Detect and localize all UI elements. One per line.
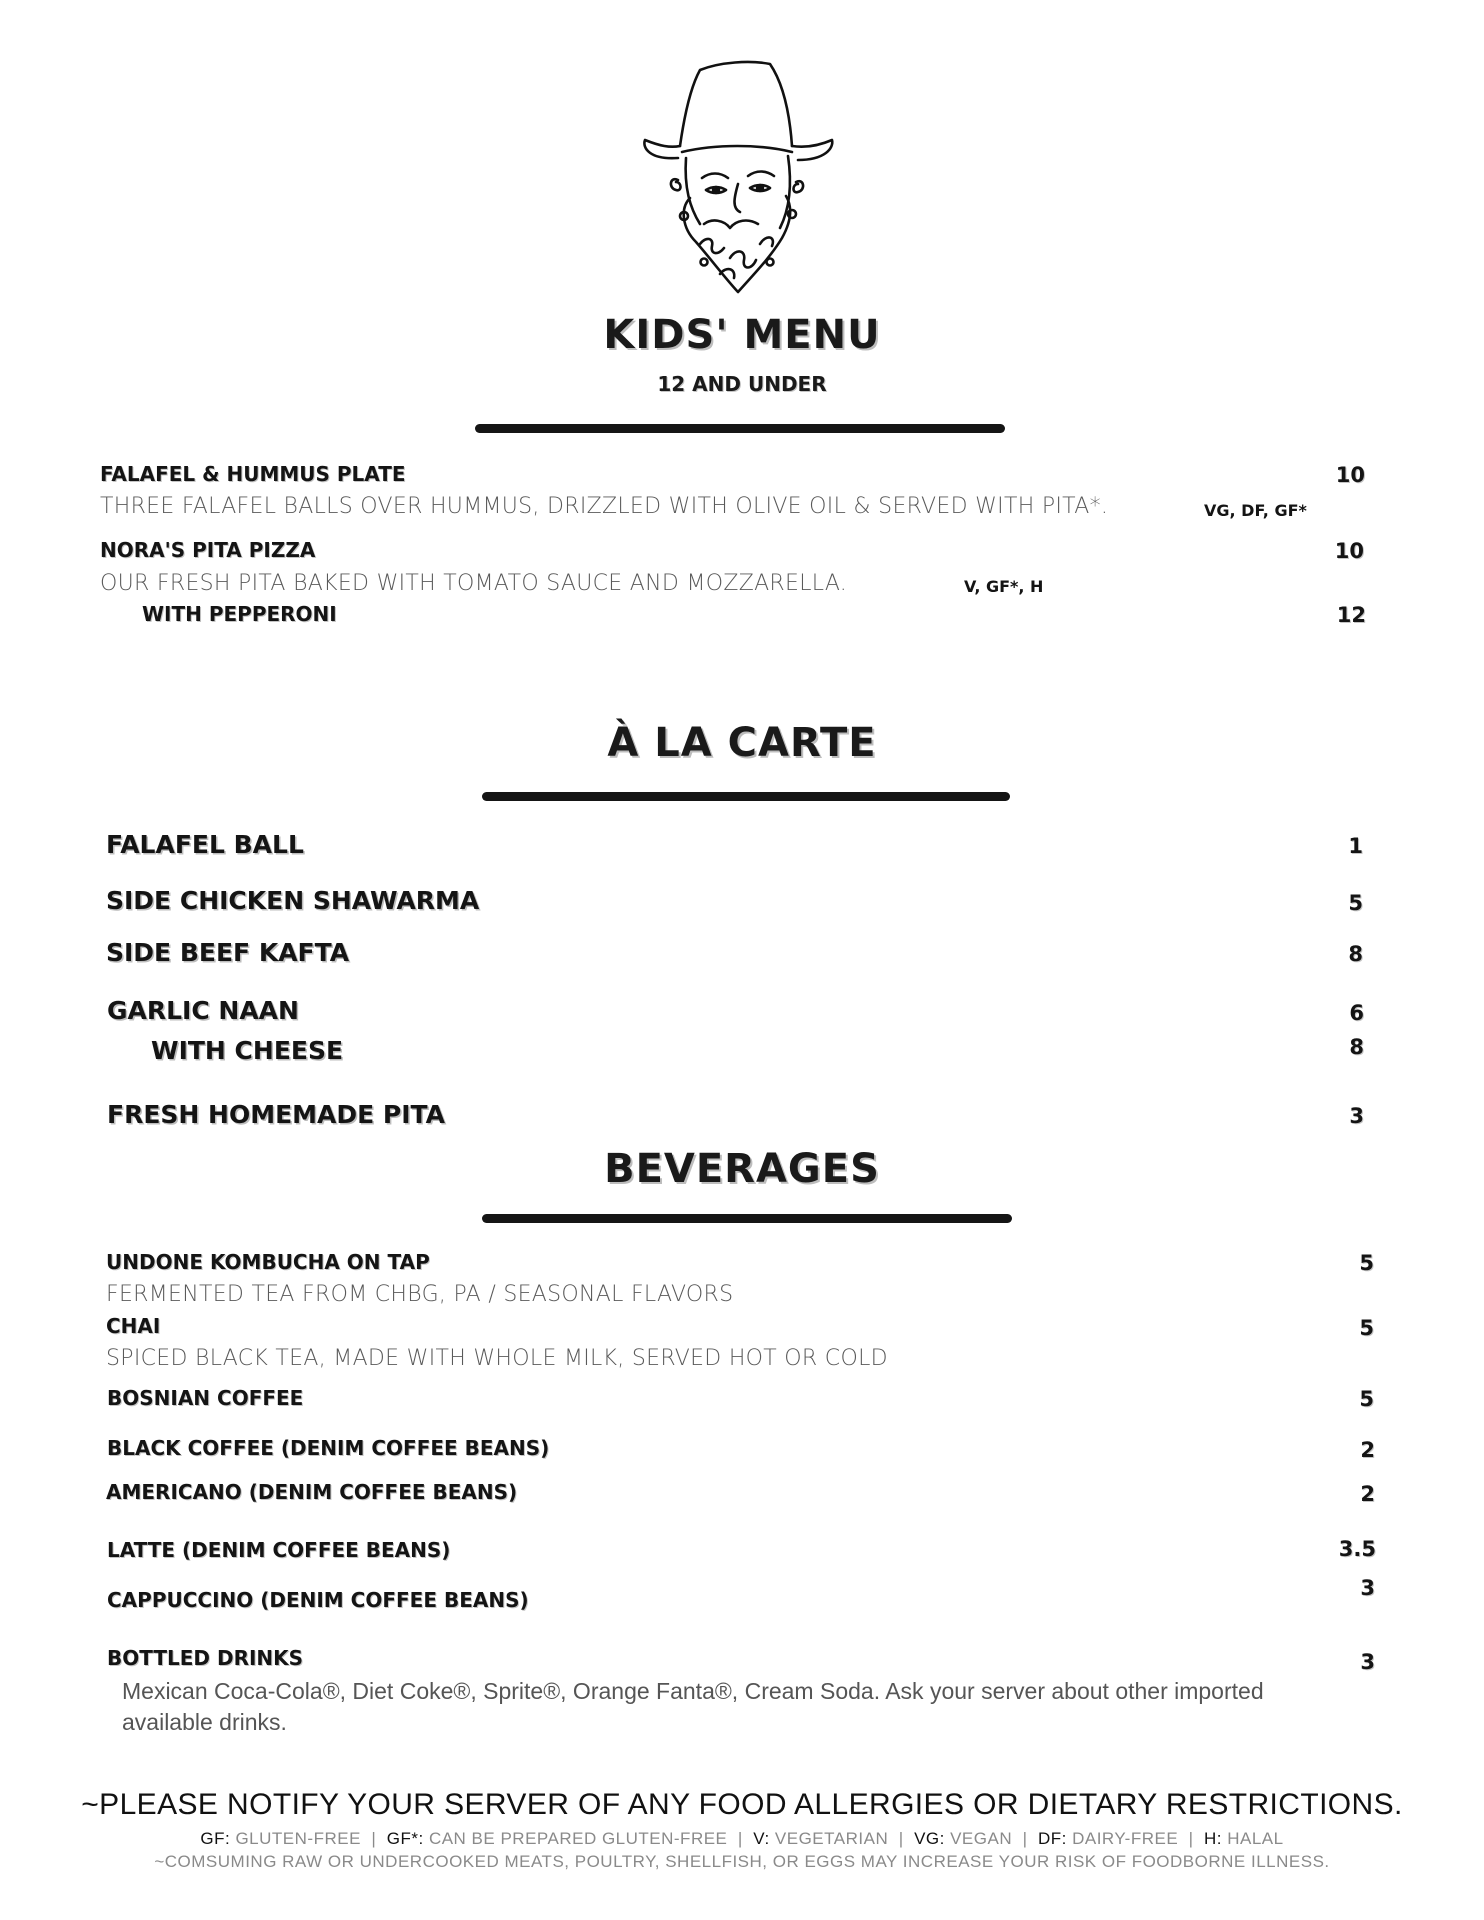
beverage-item-1-price: 5	[1359, 1251, 1374, 1275]
kids-menu-divider	[475, 424, 1005, 433]
beverage-item-5-price: 2	[1360, 1482, 1375, 1506]
beverage-item-2-description: SPICED BLACK TEA, MADE WITH WHOLE MILK, SERVED HOT OR COLD	[106, 1346, 888, 1371]
beverage-item-5-name: AMERICANO (DENIM COFFEE BEANS)	[106, 1480, 518, 1504]
legend-code: VG:	[914, 1829, 945, 1848]
legend-text: HALAL	[1227, 1829, 1284, 1848]
legend-text: DAIRY-FREE	[1072, 1829, 1179, 1848]
a-la-carte-item-1-name: FALAFEL BALL	[106, 830, 304, 859]
a-la-carte-item-4-price: 6	[1349, 1001, 1364, 1025]
beverage-item-6-price: 3.5	[1338, 1537, 1376, 1561]
legend-text: VEGAN	[950, 1829, 1013, 1848]
kids-item-1-name: FALAFEL & HUMMUS PLATE	[100, 462, 406, 486]
legend-separator: |	[1188, 1829, 1194, 1848]
kids-item-3-price: 12	[1336, 603, 1366, 627]
beverage-item-2-price: 5	[1359, 1316, 1374, 1340]
kids-item-2-price: 10	[1334, 539, 1364, 563]
falafel-shack-logo-icon	[620, 48, 860, 308]
kids-item-3-name: WITH PEPPERONI	[142, 602, 337, 626]
kids-item-1-price: 10	[1335, 463, 1365, 487]
kids-menu-title: KIDS' MENU	[603, 312, 881, 358]
kids-item-2-name: NORA'S PITA PIZZA	[100, 538, 316, 562]
kids-item-1-description: THREE FALAFEL BALLS OVER HUMMUS, DRIZZLED WITH OLIVE OIL & SERVED WITH PITA*.	[100, 494, 1109, 519]
foodborne-illness-warning: ~COMSUMING RAW OR UNDERCOOKED MEATS, POULTRY, SHELLFISH, OR EGGS MAY INCREASE YOUR RISK OF FOODBORNE ILLNESS.	[154, 1852, 1330, 1871]
a-la-carte-item-5-name: WITH CHEESE	[151, 1036, 344, 1065]
a-la-carte-item-3-price: 8	[1348, 942, 1363, 966]
legend-code: GF:	[200, 1829, 231, 1848]
beverage-item-1-name: UNDONE KOMBUCHA ON TAP	[106, 1250, 430, 1274]
beverage-item-7-price: 3	[1360, 1576, 1375, 1600]
a-la-carte-item-2-price: 5	[1348, 891, 1363, 915]
legend-separator: |	[898, 1829, 904, 1848]
beverage-item-8-price: 3	[1360, 1650, 1375, 1674]
beverage-item-8-name: BOTTLED DRINKS	[107, 1646, 304, 1670]
a-la-carte-item-6-name: FRESH HOMEMADE PITA	[107, 1100, 446, 1129]
kids-menu-subtitle: 12 AND UNDER	[657, 372, 827, 396]
a-la-carte-item-2-name: SIDE CHICKEN SHAWARMA	[106, 886, 480, 915]
kids-item-2-tags: V, GF*, H	[964, 577, 1044, 596]
legend-code: H:	[1204, 1829, 1222, 1848]
legend-text: GLUTEN-FREE	[235, 1829, 361, 1848]
legend-code: V:	[753, 1829, 770, 1848]
dietary-legend	[0, 1829, 1484, 1849]
legend-separator: |	[737, 1829, 743, 1848]
beverage-item-1-description: FERMENTED TEA FROM CHBG, PA / SEASONAL FLAVORS	[106, 1282, 734, 1307]
beverage-item-4-name: BLACK COFFEE (DENIM COFFEE BEANS)	[107, 1436, 550, 1460]
legend-separator: |	[1022, 1829, 1028, 1848]
beverages-title: BEVERAGES	[604, 1146, 880, 1192]
a-la-carte-item-4-name: GARLIC NAAN	[107, 996, 299, 1025]
kids-item-2-description: OUR FRESH PITA BAKED WITH TOMATO SAUCE AND MOZZARELLA.	[100, 571, 848, 596]
a-la-carte-item-1-price: 1	[1348, 834, 1363, 858]
a-la-carte-item-3-name: SIDE BEEF KAFTA	[106, 938, 350, 967]
legend-code: GF*:	[386, 1829, 424, 1848]
beverage-item-4-price: 2	[1360, 1438, 1375, 1462]
legend-text: CAN BE PREPARED GLUTEN-FREE	[428, 1829, 728, 1848]
legend-text: VEGETARIAN	[774, 1829, 889, 1848]
legend-separator: |	[371, 1829, 377, 1848]
beverage-item-3-price: 5	[1359, 1387, 1374, 1411]
beverage-item-8-description: Mexican Coca-Cola®, Diet Coke®, Sprite®, Orange Fanta®, Cream Soda. Ask your server about other imported available drinks.	[122, 1678, 1264, 1735]
beverages-divider	[482, 1214, 1012, 1223]
a-la-carte-title: À LA CARTE	[607, 720, 877, 766]
kids-item-1-tags: VG, DF, GF*	[1204, 501, 1307, 520]
allergy-notice: ~PLEASE NOTIFY YOUR SERVER OF ANY FOOD ALLERGIES OR DIETARY RESTRICTIONS.	[81, 1788, 1403, 1821]
beverage-item-7-name: CAPPUCCINO (DENIM COFFEE BEANS)	[107, 1588, 529, 1612]
beverage-item-2-name: CHAI	[106, 1314, 161, 1338]
a-la-carte-divider	[482, 792, 1010, 801]
a-la-carte-item-5-price: 8	[1349, 1035, 1364, 1059]
a-la-carte-item-6-price: 3	[1349, 1104, 1364, 1128]
beverage-item-6-name: LATTE (DENIM COFFEE BEANS)	[107, 1538, 451, 1562]
beverage-item-3-name: BOSNIAN COFFEE	[107, 1386, 304, 1410]
legend-code: DF:	[1037, 1829, 1067, 1848]
